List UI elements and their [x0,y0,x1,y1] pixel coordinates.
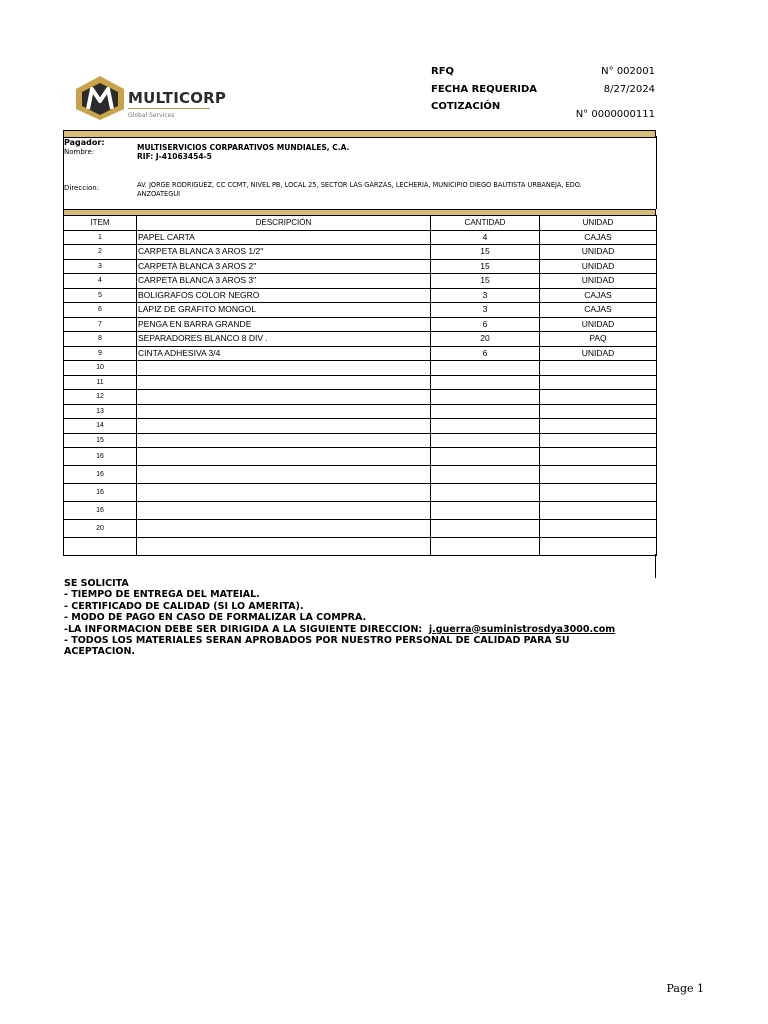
unit-cell: UNIDAD [540,346,657,361]
notes-line: - MODO DE PAGO EN CASO DE FORMALIZAR LA COMPRA. [64,612,367,624]
table-row [64,317,657,332]
logo-tagline: Global Services [128,112,175,119]
description-cell [137,466,431,484]
unit-cell: UNIDAD [540,259,657,274]
payer-address-line2: ANZOATEGUI [137,190,181,198]
quantity-cell [431,466,540,484]
item-cell [64,538,137,556]
description-cell: CINTA ADHESIVA 3/4 [137,346,431,361]
description-cell [137,361,431,376]
unit-cell [540,433,657,448]
quantity-cell: 3 [431,288,540,303]
item-cell: 3 [64,259,137,274]
quantity-cell: 15 [431,245,540,260]
quantity-cell [431,520,540,538]
rfq-label: RFQ [431,66,455,77]
rfq-value: N° 002001 [601,66,655,77]
description-cell [137,538,431,556]
unit-cell [540,466,657,484]
unit-cell: CAJAS [540,288,657,303]
description-cell: CARPETA BLANCA 3 AROS 1/2" [137,245,431,260]
table-row [64,404,657,419]
quantity-cell: 3 [431,303,540,318]
quantity-cell [431,419,540,434]
item-cell: 16 [64,466,137,484]
quantity-cell [431,448,540,466]
item-cell: 9 [64,346,137,361]
notes-line-prefix: -LA INFORMACION DEBE SER DIRIGIDA A LA SIGUIENTE DIRECCION: [64,623,429,635]
table-row [64,274,657,289]
unit-cell: CAJAS [540,230,657,245]
item-cell: 10 [64,361,137,376]
notes-line: ACEPTACION. [64,646,136,658]
table-row [64,433,657,448]
requirements-notes [64,578,615,658]
quantity-cell [431,538,540,556]
notes-line-email [64,624,615,635]
description-cell: CARPETA BLANCA 3 AROS 3" [137,274,431,289]
unit-cell: UNIDAD [540,274,657,289]
description-cell [137,502,431,520]
payer-rif: RIF: J-41063454-5 [137,152,212,161]
items-table [63,215,657,556]
unit-cell [540,448,657,466]
col-header-unidad: UNIDAD [540,216,657,231]
unit-cell [540,484,657,502]
table-row [64,346,657,361]
unit-cell [540,404,657,419]
item-cell: 13 [64,404,137,419]
item-cell: 4 [64,274,137,289]
table-header-row [64,216,657,231]
payer-title: Pagador: [64,138,105,147]
table-row [64,230,657,245]
item-cell: 14 [64,419,137,434]
table-row [64,466,657,484]
item-cell: 6 [64,303,137,318]
page-number: Page 1 [666,982,704,995]
table-row [64,390,657,405]
quantity-cell [431,484,540,502]
item-cell: 16 [64,448,137,466]
col-header-descripcion: DESCRIPCIÓN [137,216,431,231]
description-cell [137,404,431,419]
unit-cell: UNIDAD [540,245,657,260]
fecha-label: FECHA REQUERIDA [431,84,538,95]
description-cell [137,419,431,434]
logo-name: MULTICORP [128,89,227,107]
table-row [64,303,657,318]
notes-line: - TODOS LOS MATERIALES SERAN APROBADOS POR NUESTRO PERSONAL DE CALIDAD PARA SU [64,635,570,647]
description-cell: SEPARADORES BLANCO 8 DIV . [137,332,431,347]
description-cell [137,375,431,390]
direccion-label: Direccion: [64,184,100,192]
payer-address-line1: AV. JORGE RODRIGUEZ, CC CCMT, NIVEL PB, LOCAL 25, SECTOR LAS GARZAS, LECHERIA, MUNICIPIO DIEGO BAUTISTA URBANEJA, EDO. [137,181,582,189]
col-header-item: ITEM [64,216,137,231]
description-cell: PAPEL CARTA [137,230,431,245]
item-cell: 2 [64,245,137,260]
table-row [64,288,657,303]
notes-line: - CERTIFICADO DE CALIDAD (SI LO AMERITA). [64,600,304,612]
quantity-cell [431,375,540,390]
unit-cell: CAJAS [540,303,657,318]
quantity-cell: 15 [431,259,540,274]
description-cell [137,484,431,502]
table-row [64,245,657,260]
cotizacion-value: N° 0000000111 [575,109,655,120]
contact-email-link[interactable]: j.guerra@suministrosdya3000.com [428,623,616,635]
item-cell: 16 [64,502,137,520]
table-row [64,484,657,502]
quantity-cell: 15 [431,274,540,289]
item-cell: 8 [64,332,137,347]
unit-cell [540,538,657,556]
unit-cell [540,390,657,405]
unit-cell [540,419,657,434]
description-cell [137,520,431,538]
notes-title: SE SOLICITA [64,578,129,589]
quantity-cell [431,404,540,419]
item-cell: 5 [64,288,137,303]
description-cell: PENGA EN BARRA GRANDE [137,317,431,332]
item-cell: 7 [64,317,137,332]
table-row [64,502,657,520]
unit-cell: UNIDAD [540,317,657,332]
quantity-cell [431,390,540,405]
fecha-value: 8/27/2024 [603,84,655,95]
table-row [64,361,657,376]
item-cell: 12 [64,390,137,405]
item-cell: 15 [64,433,137,448]
table-row [64,259,657,274]
description-cell [137,433,431,448]
unit-cell [540,520,657,538]
table-row [64,520,657,538]
table-row [64,332,657,347]
col-header-cantidad: CANTIDAD [431,216,540,231]
unit-cell [540,502,657,520]
right-border-extension [655,554,656,578]
quantity-cell: 20 [431,332,540,347]
quantity-cell: 6 [431,317,540,332]
table-row [64,375,657,390]
unit-cell [540,361,657,376]
payer-company: MULTISERVICIOS CORPARATIVOS MUNDIALES, C.A. [137,143,350,152]
description-cell [137,448,431,466]
table-row [64,419,657,434]
quantity-cell [431,361,540,376]
description-cell: LAPIZ DE GRAFITO MONGOL [137,303,431,318]
description-cell [137,390,431,405]
item-cell: 11 [64,375,137,390]
table-row [64,538,657,556]
item-cell: 1 [64,230,137,245]
item-cell: 16 [64,484,137,502]
cotizacion-label: COTIZACIÓN [431,101,501,112]
description-cell: BOLIGRAFOS COLOR NEGRO [137,288,431,303]
nombre-label: Nombre: [64,148,95,156]
notes-line: - TIEMPO DE ENTREGA DEL MATEIAL. [64,589,260,601]
quantity-cell: 6 [431,346,540,361]
unit-cell: PAQ [540,332,657,347]
description-cell: CARPETA BLANCA 3 AROS 2" [137,259,431,274]
unit-cell [540,375,657,390]
quantity-cell: 4 [431,230,540,245]
logo-divider [128,108,210,109]
item-cell: 20 [64,520,137,538]
multicorp-logo-icon [74,75,126,121]
quantity-cell [431,502,540,520]
table-row [64,448,657,466]
quantity-cell [431,433,540,448]
